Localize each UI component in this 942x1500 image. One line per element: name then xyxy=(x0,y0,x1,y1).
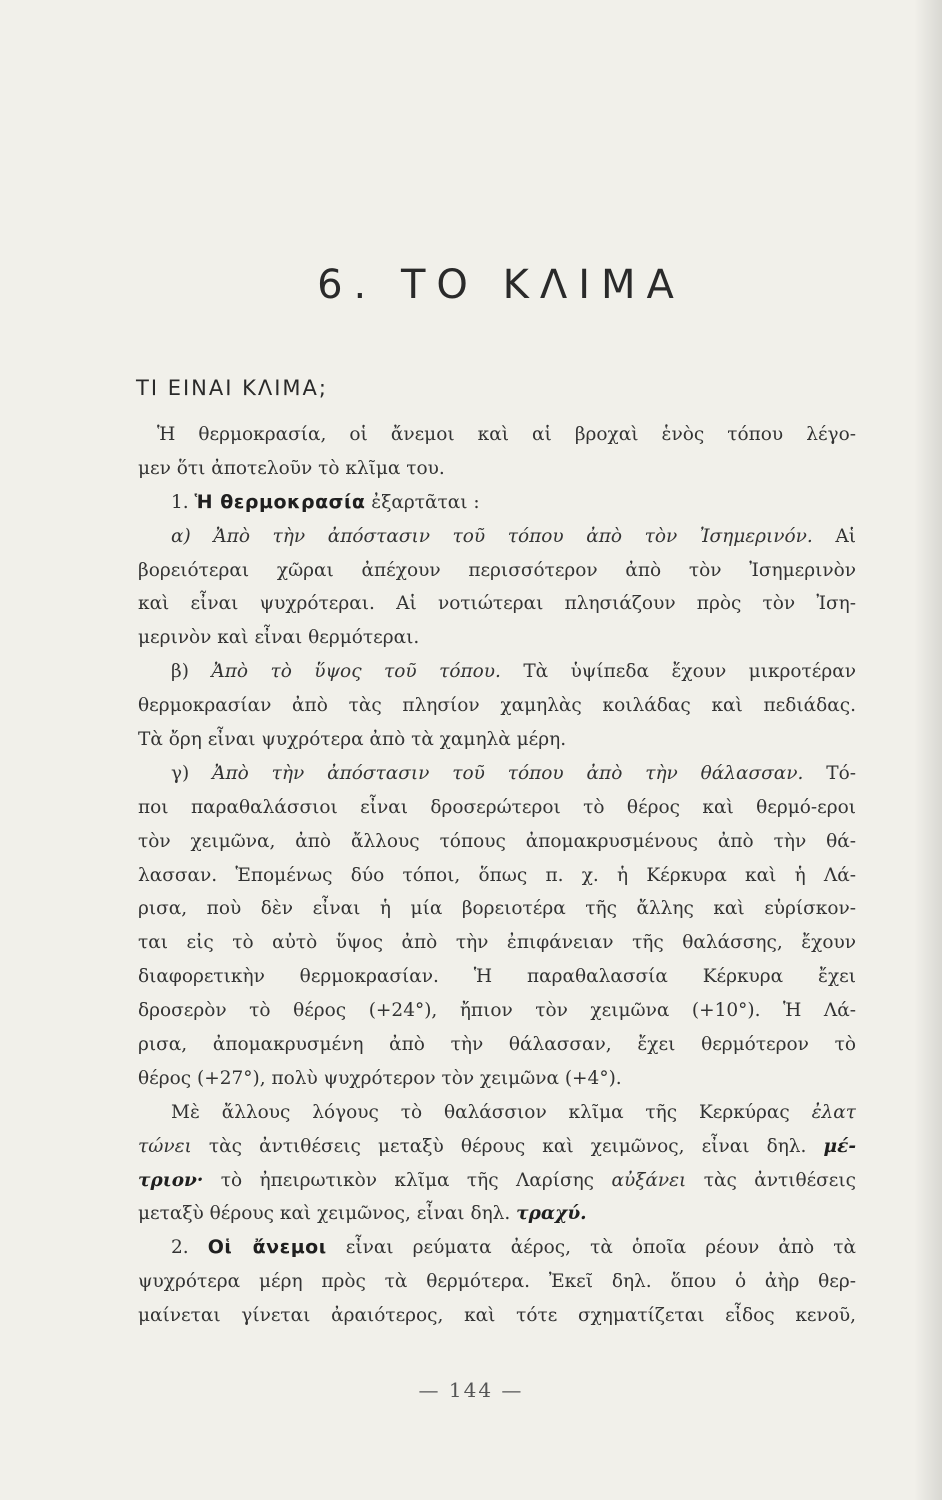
text-line: ρισα, ποὺ δὲν εἶναι ἡ μία βορειοτέρα τῆς ἄλλης καὶ εὑρίσκον- xyxy=(138,898,856,920)
page-number: — 144 — xyxy=(418,1378,524,1402)
text-line: ποι παραθαλάσσιοι εἶναι δροσερώτεροι τὸ θέρος καὶ θερμό-εροι xyxy=(138,796,856,818)
text-line: ρισα, ἀπομακρυσμένη ἀπὸ τὴν θάλασσαν, ἔχει θερμότερον τὸ xyxy=(138,1034,856,1056)
text-line: τὸν χειμῶνα, ἀπὸ ἄλλους τόπους ἀπομακρυσμένους ἀπὸ τὴν θά- xyxy=(138,830,856,852)
text-line: 2. Οἱ ἄνεμοι εἶναι ρεύματα ἀέρος, τὰ ὁποῖα ρέουν ἀπὸ τὰ xyxy=(171,1236,856,1259)
text-line: Τὰ ὄρη εἶναι ψυχρότερα ἀπὸ τὰ χαμηλὰ μέρη. xyxy=(138,729,567,751)
text-line: ται εἰς τὸ αὐτὸ ὕψος ἀπὸ τὴν ἐπιφάνειαν τῆς θαλάσσης, ἔχουν xyxy=(138,932,856,954)
chapter-title: 6. ΤΟ ΚΛΙΜΑ xyxy=(317,262,685,308)
text-line: γ) Ἀπὸ τὴν ἀπόστασιν τοῦ τόπου ἀπὸ τὴν θάλασσαν. Τό- xyxy=(171,762,856,784)
text-line: μεν ὅτι ἀποτελοῦν τὸ κλῖμα του. xyxy=(138,457,445,479)
text-line: μερινὸν καὶ εἶναι θερμότεραι. xyxy=(138,627,420,649)
text-line: Μὲ ἄλλους λόγους τὸ θαλάσσιον κλῖμα τῆς Κερκύρας ἐλατ xyxy=(171,1101,856,1123)
section-heading: ΤΙ ΕΙΝΑΙ ΚΛΙΜΑ; xyxy=(136,376,328,400)
text-line: διαφορετικὴν θερμοκρασίαν. Ἡ παραθαλασσία Κέρκυρα ἔχει xyxy=(138,966,856,988)
page-edge-shadow xyxy=(914,0,942,1500)
body-text xyxy=(138,418,856,1333)
text-line: τριον· τὸ ἠπειρωτικὸν κλῖμα τῆς Λαρίσης αὐξάνει τὰς ἀντιθέσεις xyxy=(138,1169,856,1191)
text-line: δροσερὸν τὸ θέρος (+24°), ἤπιον τὸν χειμῶνα (+10°). Ἡ Λά- xyxy=(138,1000,856,1022)
text-line: μαίνεται γίνεται ἀραιότερος, καὶ τότε σχηματίζεται εἶδος κενοῦ, xyxy=(138,1305,856,1327)
text-line: θερμοκρασίαν ἀπὸ τὰς πλησίον χαμηλὰς κοιλάδας καὶ πεδιάδας. xyxy=(138,695,856,717)
text-line: βορειότεραι χῶραι ἀπέχουν περισσότερον ἀπὸ τὸν Ἰσημερινὸν xyxy=(138,559,856,581)
text-line: 1. Ἡ θερμοκρασία ἐξαρτᾶται : xyxy=(171,490,480,513)
text-line: Ἡ θερμοκρασία, οἱ ἄνεμοι καὶ αἱ βροχαὶ ἑνὸς τόπου λέγο- xyxy=(157,424,856,445)
text-line: λασσαν. Ἑπομένως δύο τόποι, ὅπως π. χ. ἡ Κέρκυρα καὶ ἡ Λά- xyxy=(138,864,856,886)
text-line: ψυχρότερα μέρη πρὸς τὰ θερμότερα. Ἐκεῖ δηλ. ὅπου ὁ ἀὴρ θερ- xyxy=(138,1271,856,1293)
text-line: καὶ εἶναι ψυχρότεραι. Αἱ νοτιώτεραι πλησιάζουν πρὸς τὸν Ἰση- xyxy=(138,593,856,615)
text-line: τώνει τὰς ἀντιθέσεις μεταξὺ θέρους καὶ χειμῶνος, εἶναι δηλ. μέ- xyxy=(138,1135,856,1157)
subheading-winds: Οἱ ἄνεμοι xyxy=(207,1236,327,1259)
text-line: μεταξὺ θέρους καὶ χειμῶνος, εἶναι δηλ. τραχύ. xyxy=(138,1203,587,1225)
text-line: β) Ἀπὸ τὸ ὕψος τοῦ τόπου. Τὰ ὑψίπεδα ἔχουν μικροτέραν xyxy=(171,661,856,683)
subheading-temperature: Ἡ θερμοκρασία xyxy=(194,490,366,513)
text-line: θέρος (+27°), πολὺ ψυχρότερον τὸν χειμῶνα (+4°). xyxy=(138,1067,622,1089)
text-line: α) Ἀπὸ τὴν ἀπόστασιν τοῦ τόπου ἀπὸ τὸν Ἰσημερινόν. Αἱ xyxy=(171,525,856,547)
